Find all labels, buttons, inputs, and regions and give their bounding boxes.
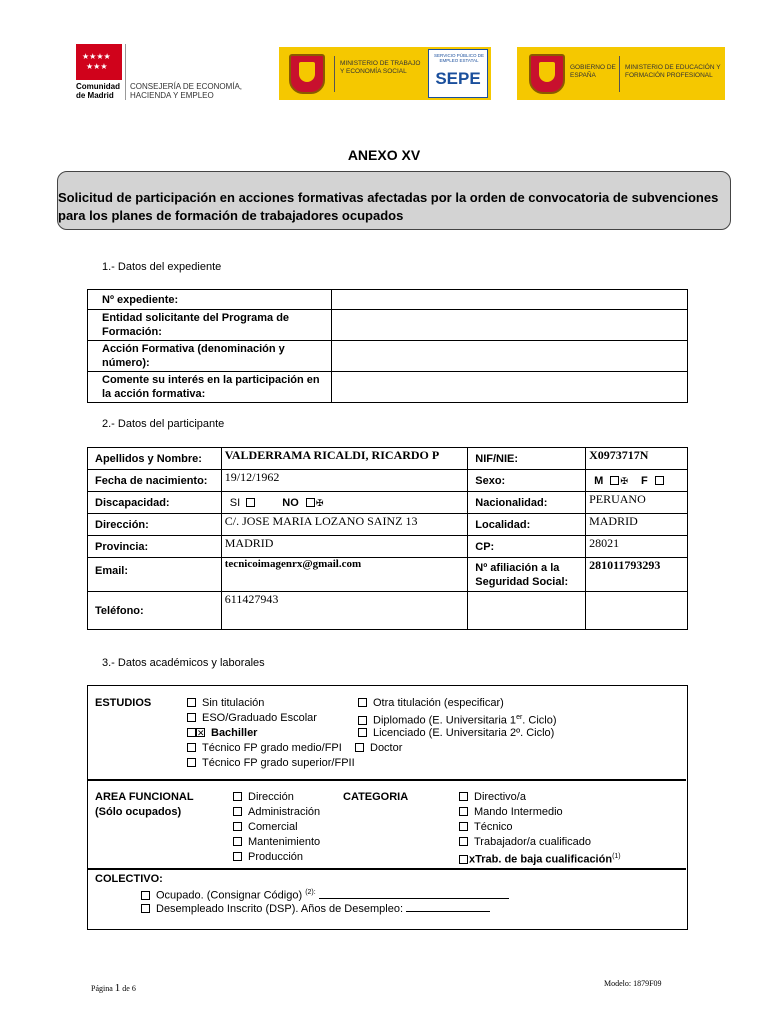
- ministerio-educacion-logo: [517, 47, 725, 100]
- estudio-diplomado[interactable]: Diplomado (E. Universitaria 1er. Ciclo): [358, 711, 557, 728]
- checkbox[interactable]: [187, 713, 196, 722]
- nif-label: NIF/NIE:: [468, 448, 586, 470]
- checkbox[interactable]: [141, 891, 150, 900]
- page-number: Página 1 de 6: [91, 982, 136, 994]
- categoria-mando[interactable]: Mando Intermedio: [459, 805, 563, 819]
- interes-value[interactable]: [331, 372, 687, 403]
- anos-desempleo-field[interactable]: [406, 902, 490, 912]
- discapacidad-no-checkbox[interactable]: [306, 498, 315, 507]
- coat-of-arms-icon: [529, 54, 565, 94]
- accion-value[interactable]: [331, 341, 687, 372]
- coat-of-arms-icon: [289, 54, 325, 94]
- checkbox[interactable]: [187, 758, 196, 767]
- section3-heading: 3.- Datos académicos y laborales: [102, 657, 265, 669]
- provincia-label: Provincia:: [88, 536, 222, 558]
- nacionalidad-label: Nacionalidad:: [468, 492, 586, 514]
- checkbox[interactable]: [187, 743, 196, 752]
- checkbox[interactable]: [233, 837, 242, 846]
- cm-consejeria: CONSEJERÍA DE ECONOMÍA, HACIENDA Y EMPLEO: [130, 82, 243, 100]
- comunidad-madrid-logo: [76, 44, 266, 104]
- checked-checkbox[interactable]: [196, 728, 205, 737]
- nacimiento-value[interactable]: 19/12/1962: [221, 470, 468, 492]
- colectivo-ocupado[interactable]: Ocupado. (Consignar Código) $^{(2):}$: [141, 886, 509, 903]
- discapacidad-options: SI NO ✠: [221, 492, 468, 514]
- estudio-bachiller[interactable]: ✕Bachiller: [187, 726, 257, 740]
- cp-value[interactable]: 28021: [586, 536, 688, 558]
- checkbox[interactable]: [459, 837, 468, 846]
- apellidos-label: Apellidos y Nombre:: [88, 448, 222, 470]
- ministerio-trabajo-logo: [279, 47, 491, 100]
- sexo-options: M ✠ F: [586, 470, 688, 492]
- checkbox[interactable]: [233, 852, 242, 861]
- categoria-trabajador[interactable]: Trabajador/a cualificado: [459, 835, 591, 849]
- expediente-label: Nº expediente:: [88, 290, 332, 310]
- telefono-label: Teléfono:: [88, 592, 222, 630]
- afiliacion-label: Nº afiliación a la Seguridad Social:: [468, 558, 586, 592]
- ministerio-educacion-text: MINISTERIO DE EDUCACIÓN Y FORMACIÓN PROFESIONAL: [625, 64, 721, 79]
- request-text: Solicitud de participación en acciones formativas afectadas por la orden de convocatoria de subvenciones para los planes de formación de trabajadores ocupados: [58, 190, 719, 223]
- checkbox[interactable]: [358, 716, 367, 725]
- telefono-value[interactable]: 611427943: [221, 592, 468, 630]
- estudio-licenciado[interactable]: Licenciado (E. Universitaria 2º. Ciclo): [358, 726, 554, 740]
- area-produccion[interactable]: Producción: [233, 850, 303, 864]
- afiliacion-value[interactable]: 281011793293: [586, 558, 688, 592]
- checkbox[interactable]: [459, 822, 468, 831]
- area-direccion[interactable]: Dirección: [233, 790, 294, 804]
- checkbox[interactable]: [233, 792, 242, 801]
- direccion-value[interactable]: C/. JOSE MARIA LOZANO SAINZ 13: [221, 514, 468, 536]
- checkbox[interactable]: [358, 698, 367, 707]
- accion-label: Acción Formativa (denominación y número):: [88, 341, 332, 372]
- apellidos-value[interactable]: VALDERRAMA RICALDI, RICARDO P: [221, 448, 468, 470]
- area-sub: (Sólo ocupados): [95, 806, 182, 818]
- discapacidad-si-checkbox[interactable]: [246, 498, 255, 507]
- codigo-field[interactable]: [319, 889, 509, 899]
- sexo-label: Sexo:: [468, 470, 586, 492]
- page-title: ANEXO XV: [347, 147, 421, 163]
- request-box: [57, 171, 731, 230]
- colectivo-desempleado[interactable]: Desempleado Inscrito (DSP). Años de Desempleo:: [141, 902, 490, 916]
- sexo-f-checkbox[interactable]: [655, 476, 664, 485]
- modelo-code: Modelo: 1879F09: [604, 979, 662, 988]
- estudio-eso[interactable]: ESO/Graduado Escolar: [187, 711, 317, 725]
- madrid-flag-icon: ★★★★ ★★★: [76, 44, 122, 80]
- area-comercial[interactable]: Comercial: [233, 820, 298, 834]
- checkbox[interactable]: [233, 807, 242, 816]
- nacionalidad-value[interactable]: PERUANO: [586, 492, 688, 514]
- area-label: AREA FUNCIONAL: [95, 791, 194, 803]
- nif-value[interactable]: X0973717N: [586, 448, 688, 470]
- checkbox[interactable]: [187, 698, 196, 707]
- localidad-label: Localidad:: [468, 514, 586, 536]
- checkbox[interactable]: [233, 822, 242, 831]
- entidad-label: Entidad solicitante del Programa de Formación:: [88, 310, 332, 341]
- checkbox[interactable]: [459, 807, 468, 816]
- section2-heading: 2.- Datos del participante: [102, 418, 225, 430]
- categoria-label: CATEGORIA: [343, 791, 409, 803]
- colectivo-label: COLECTIVO:: [95, 873, 163, 885]
- provincia-value[interactable]: MADRID: [221, 536, 468, 558]
- checkbox[interactable]: [459, 792, 468, 801]
- localidad-value[interactable]: MADRID: [586, 514, 688, 536]
- expediente-value[interactable]: [331, 290, 687, 310]
- entidad-value[interactable]: [331, 310, 687, 341]
- discapacidad-label: Discapacidad:: [88, 492, 222, 514]
- cp-label: CP:: [468, 536, 586, 558]
- ministerio-trabajo-text: MINISTERIO DE TRABAJO Y ECONOMÍA SOCIAL: [340, 60, 421, 75]
- nacimiento-label: Fecha de nacimiento:: [88, 470, 222, 492]
- email-value[interactable]: tecnicoimagenrx@gmail.com: [221, 558, 468, 592]
- categoria-baja[interactable]: xTrab. de baja cualificación$^{(1)}$: [459, 850, 621, 867]
- academicos-box: [87, 685, 688, 930]
- participante-table: [87, 447, 688, 630]
- estudios-label: ESTUDIOS: [95, 697, 152, 709]
- estudio-fp-superior[interactable]: Técnico FP grado superior/FPII: [187, 756, 355, 770]
- estudio-fp-medio[interactable]: Técnico FP grado medio/FPI: [187, 741, 342, 755]
- checkbox[interactable]: [355, 743, 364, 752]
- area-mantenimiento[interactable]: Mantenimiento: [233, 835, 320, 849]
- categoria-directivo[interactable]: Directivo/a: [459, 790, 526, 804]
- email-label: Email:: [88, 558, 222, 592]
- estudio-otra[interactable]: Otra titulación (especificar): [358, 696, 504, 710]
- checkbox[interactable]: [141, 904, 150, 913]
- gobierno-text: GOBIERNO DE ESPAÑA: [570, 64, 616, 79]
- expediente-table: [87, 289, 688, 403]
- sepe-logo: SERVICIO PÚBLICO DE EMPLEO ESTATAL SEPE: [428, 49, 488, 98]
- area-administracion[interactable]: Administración: [233, 805, 320, 819]
- estudio-sin-titulacion[interactable]: Sin titulación: [187, 696, 264, 710]
- cm-name: Comunidad de Madrid: [76, 82, 120, 100]
- categoria-tecnico[interactable]: Técnico: [459, 820, 513, 834]
- estudio-doctor[interactable]: Doctor: [355, 741, 402, 755]
- sexo-m-checkbox[interactable]: [610, 476, 619, 485]
- interes-label: Comente su interés en la participación en la acción formativa:: [88, 372, 332, 403]
- checkbox[interactable]: [358, 728, 367, 737]
- direccion-label: Dirección:: [88, 514, 222, 536]
- checkbox[interactable]: [459, 855, 468, 864]
- section1-heading: 1.- Datos del expediente: [102, 261, 222, 273]
